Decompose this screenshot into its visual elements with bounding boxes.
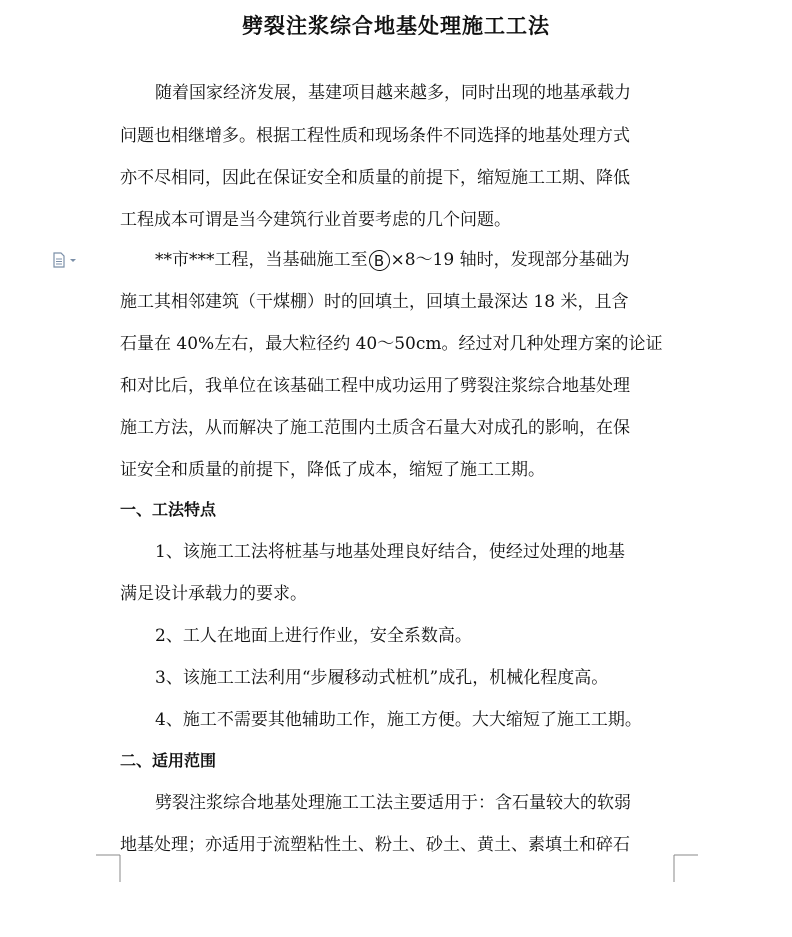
section-heading: 一、工法特点 (120, 500, 217, 519)
paragraph-line: 亦不尽相同，因此在保证安全和质量的前提下，缩短施工工期、降低 (120, 168, 630, 188)
paragraph-line: 施工方法，从而解决了施工范围内土质含石量大对成孔的影响，在保 (120, 418, 630, 438)
document-title: 劈裂注浆综合地基处理施工工法 (242, 13, 550, 38)
paragraph-line: 问题也相继增多。根据工程性质和现场条件不同选择的地基处理方式 (120, 126, 630, 146)
list-item: 满足设计承载力的要求。 (120, 584, 307, 604)
paragraph-line: 劈裂注浆综合地基处理施工工法主要适用于：含石量较大的软弱 (155, 793, 631, 813)
paragraph-marker-icon[interactable] (52, 252, 80, 268)
list-item: 1、该施工工法将桩基与地基处理良好结合，使经过处理的地基 (155, 542, 625, 562)
axis-circle-label: B (369, 250, 390, 271)
crop-mark-right (672, 854, 698, 884)
project-line-prefix: **市***工程，当基础施工至 (155, 250, 368, 270)
paragraph-line: 和对比后，我单位在该基础工程中成功运用了劈裂注浆综合地基处理 (120, 376, 630, 396)
paragraph-line: 随着国家经济发展，基建项目越来越多，同时出现的地基承载力 (155, 83, 631, 103)
paragraph-line: 工程成本可谓是当今建筑行业首要考虑的几个问题。 (120, 210, 511, 230)
crop-mark-left (96, 854, 122, 884)
list-item: 3、该施工工法利用“步履移动式桩机”成孔，机械化程度高。 (155, 668, 609, 688)
paragraph-line (155, 249, 630, 271)
project-line-suffix: ×8～19 轴时，发现部分基础为 (390, 250, 630, 270)
paragraph-line: 石量在 40%左右，最大粒径约 40～50cm。经过对几种处理方案的论证 (120, 334, 663, 354)
paragraph-line: 证安全和质量的前提下，降低了成本，缩短了施工工期。 (120, 460, 545, 480)
paragraph-line: 地基处理；亦适用于流塑粘性土、粉土、砂土、黄土、素填土和碎石 (120, 835, 630, 855)
list-item: 2、工人在地面上进行作业，安全系数高。 (155, 626, 472, 646)
paragraph-line: 施工其相邻建筑（干煤棚）时的回填土，回填土最深达 18 米，且含 (120, 292, 629, 312)
list-item: 4、施工不需要其他辅助工作，施工方便。大大缩短了施工工期。 (155, 710, 642, 730)
section-heading: 二、适用范围 (120, 751, 217, 770)
